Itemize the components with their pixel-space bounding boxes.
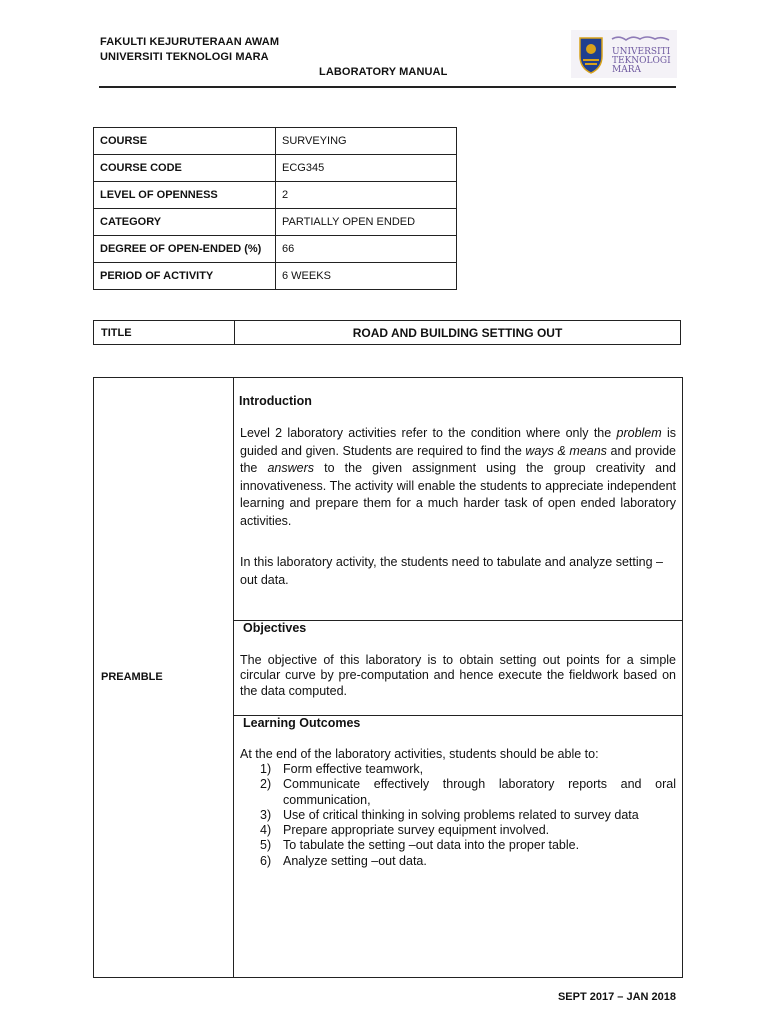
info-row <box>94 209 457 236</box>
activity-paragraph: In this laboratory activity, the students need to tabulate and analyze setting –out data. <box>240 555 663 587</box>
preamble-label: PREAMBLE <box>101 671 163 683</box>
info-row <box>94 263 457 290</box>
learning-outcome-item <box>240 823 676 838</box>
logo-text-2: TEKNOLOGI <box>612 56 671 66</box>
info-value: SURVEYING <box>276 128 457 155</box>
info-label: CATEGORY <box>94 209 276 236</box>
learning-outcomes-heading: Learning Outcomes <box>243 716 361 730</box>
learning-outcome-item <box>240 762 676 777</box>
learning-outcomes-list <box>240 762 676 869</box>
learning-outcome-text: Use of critical thinking in solving problems related to survey data <box>283 807 639 822</box>
info-row <box>94 182 457 209</box>
info-value: 66 <box>276 236 457 263</box>
info-label: LEVEL OF OPENNESS <box>94 182 276 209</box>
learning-outcomes-intro: At the end of the laboratory activities, students should be able to: <box>240 747 599 761</box>
title-row <box>93 320 681 345</box>
course-info-table <box>93 127 457 290</box>
learning-outcome-number: 3) <box>260 807 272 822</box>
preamble-label-cell <box>94 378 234 977</box>
info-row <box>94 155 457 182</box>
title-label: TITLE <box>94 321 235 344</box>
objectives-heading: Objectives <box>243 621 307 635</box>
info-value: 6 WEEKS <box>276 263 457 290</box>
university-name: UNIVERSITI TEKNOLOGI MARA <box>100 51 269 63</box>
info-label: COURSE <box>94 128 276 155</box>
learning-outcome-text: Communicate effectively through laboratory reports and oral communication, <box>283 777 676 807</box>
learning-outcome-number: 2) <box>260 777 272 792</box>
learning-outcome-number: 4) <box>260 823 272 838</box>
learning-outcome-item <box>240 808 676 823</box>
introduction-heading: Introduction <box>239 394 312 408</box>
info-label: COURSE CODE <box>94 155 276 182</box>
preamble-table <box>93 377 683 978</box>
learning-outcome-number: 1) <box>260 762 272 776</box>
learning-outcome-text: Analyze setting –out data. <box>283 853 427 868</box>
info-label: DEGREE OF OPEN-ENDED (%) <box>94 236 276 263</box>
logo-text-1: UNIVERSITI <box>612 47 671 57</box>
introduction-paragraph: Level 2 laboratory activities refer to the condition where only the problem is guided and given. Students are required to find the ways & means and provide the answers to the given assignment using the group creativity and innovativeness. The activity will enable the students to appreciate independent learning and prepare them for a much harder task of open ended laboratory activities. <box>240 426 676 528</box>
title-value: ROAD AND BUILDING SETTING OUT <box>352 325 563 340</box>
learning-outcomes-section <box>234 716 682 977</box>
learning-outcome-number: 5) <box>260 838 272 853</box>
manual-title: LABORATORY MANUAL <box>319 66 448 78</box>
learning-outcome-text: To tabulate the setting –out data into the proper table. <box>283 838 580 853</box>
objectives-text: The objective of this laboratory is to obtain setting out points for a simple circular curve by pre-computation and hence execute the fieldwork based on the data computed. <box>240 653 676 698</box>
introduction-section <box>234 378 682 621</box>
info-row <box>94 128 457 155</box>
info-label: PERIOD OF ACTIVITY <box>94 263 276 290</box>
learning-outcome-text: Prepare appropriate survey equipment involved. <box>283 823 550 838</box>
info-row <box>94 236 457 263</box>
info-value: PARTIALLY OPEN ENDED <box>276 209 457 236</box>
learning-outcome-item <box>240 777 676 808</box>
info-value: ECG345 <box>276 155 457 182</box>
learning-outcome-text: Form effective teamwork, <box>283 762 424 776</box>
learning-outcome-item <box>240 854 676 869</box>
session-footer: SEPT 2017 – JAN 2018 <box>557 991 676 1003</box>
objectives-section <box>234 621 682 716</box>
faculty-name: FAKULTI KEJURUTERAAN AWAM <box>100 36 280 48</box>
info-value: 2 <box>276 182 457 209</box>
logo-text-3: MARA <box>612 65 641 75</box>
learning-outcome-number: 6) <box>260 853 272 868</box>
learning-outcome-item <box>240 838 676 853</box>
uitm-logo <box>571 30 677 78</box>
header-divider <box>99 86 676 88</box>
